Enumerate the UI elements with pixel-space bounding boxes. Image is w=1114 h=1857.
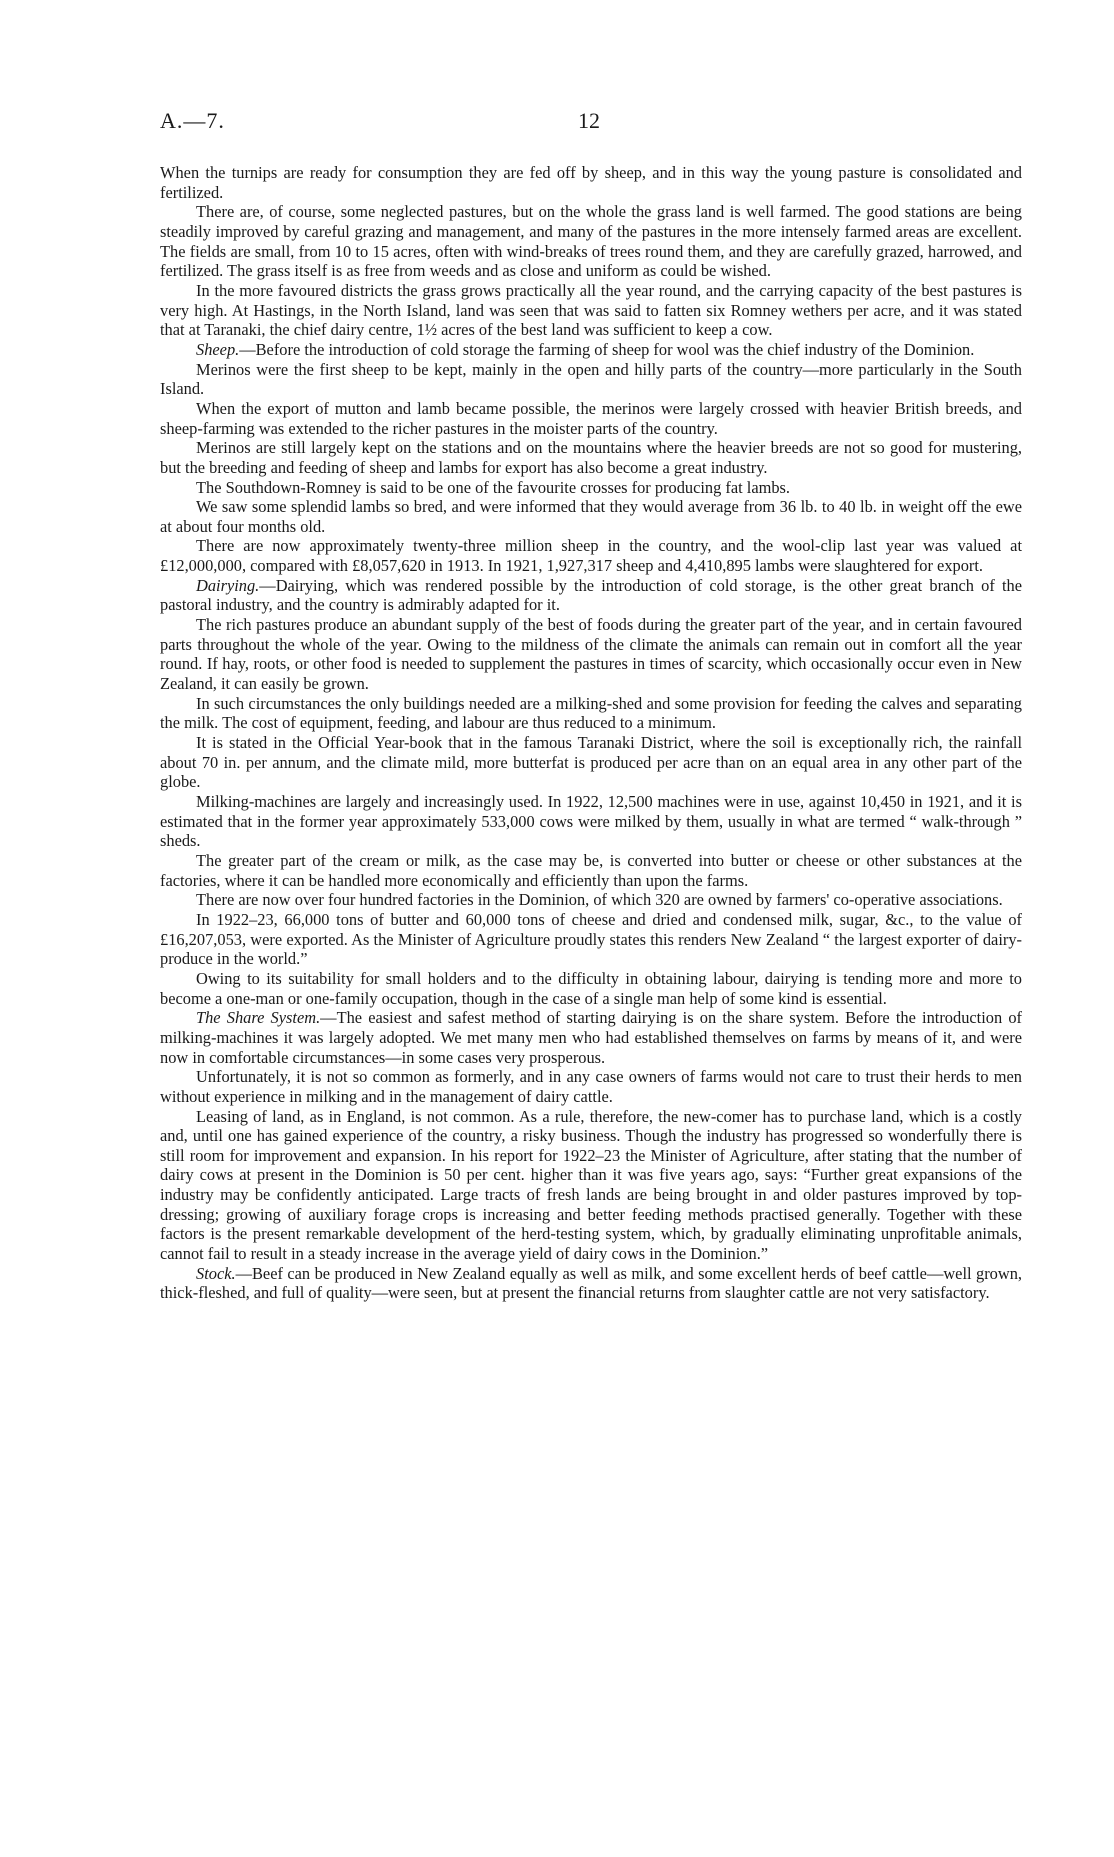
paragraph-text: —Before the introduction of cold storage the farming of sheep for wool was the chief industry of the Dominion. <box>239 339 975 359</box>
paragraph <box>160 360 1022 399</box>
section-lead: Dairying. <box>196 575 260 595</box>
paragraph <box>160 478 1022 498</box>
paragraph-text: There are now over four hundred factories in the Dominion, of which 320 are owned by farmers' co-operative associations. <box>196 890 1003 910</box>
paragraph-text: Owing to its suitability for small holders and to the difficulty in obtaining labour, dairying is tending more and more to become a one-man or one-family occupation, though in the case of a single man help of some kind is essential. <box>160 968 1022 1008</box>
paragraph <box>160 969 1022 1008</box>
paragraph <box>160 615 1022 694</box>
paragraph <box>160 792 1022 851</box>
document-id: A.—7. <box>160 108 225 133</box>
paragraph <box>160 1107 1022 1264</box>
paragraph <box>160 1008 1022 1067</box>
paragraph-text: Leasing of land, as in England, is not common. As a rule, therefore, the new-comer has to purchase land, which is a costly and, until one has gained experience of the country, a risky business. Though the industry has progressed so wonderfully there is still room for improvement and expansion. In his report for 1922–23 the Minister of Agriculture, after stating that the number of dairy cows at present in the Dominion is 50 per cent. higher than it was five years ago, says: “Further great expansions of the industry may be confidently anticipated. Large tracts of fresh lands are being brought in and older pastures improved by top-dressing; growing of auxiliary forage crops is increasing and better feeding methods practised generally. Together with these factors is the present remarkable development of the herd-testing system, which, by gradually eliminating unprofitable animals, cannot fail to result in a steady increase in the average yield of dairy cows in the Dominion.” <box>160 1106 1022 1264</box>
paragraph-text: In the more favoured districts the grass grows practically all the year round, and the carrying capacity of the best pastures is very high. At Hastings, in the North Island, land was seen that was said to fatten six Romney wethers per acre, and it was stated that at Taranaki, the chief dairy centre, 1½ acres of the best land was sufficient to keep a cow. <box>160 280 1022 340</box>
paragraph-text: Merinos were the first sheep to be kept, mainly in the open and hilly parts of the country—more particularly in the South Island. <box>160 359 1022 399</box>
paragraph-text: In such circumstances the only buildings needed are a milking-shed and some provision for feeding the calves and separating the milk. The cost of equipment, feeding, and labour are thus reduced to a minimum. <box>160 693 1022 733</box>
section-lead: The Share System. <box>196 1008 321 1028</box>
paragraph <box>160 438 1022 477</box>
paragraph <box>160 399 1022 438</box>
paragraph-text: —The easiest and safest method of starting dairying is on the share system. Before the introduction of milking-machines it was largely adopted. We met many men who had established themselves on farms by means of it, and were now in comfortable circumstances—in some cases very prosperous. <box>160 1008 1022 1067</box>
paragraph-text: We saw some splendid lambs so bred, and were informed that they would average from 36 lb. to 40 lb. in weight off the ewe at about four months old. <box>160 497 1022 536</box>
section-lead: Sheep. <box>196 339 240 359</box>
paragraph <box>160 281 1022 340</box>
paragraph <box>160 851 1022 890</box>
page-number: 12 <box>578 108 600 133</box>
paragraph-text: —Dairying, which was rendered possible by the introduction of cold storage, is the other great branch of the pastoral industry, and the country is admirably adapted for it. <box>160 575 1022 615</box>
paragraph <box>160 1264 1022 1303</box>
paragraph <box>160 910 1022 969</box>
paragraph <box>160 202 1022 281</box>
paragraph <box>160 890 1022 910</box>
paragraph-text: —Beef can be produced in New Zealand equally as well as milk, and some excellent herds of beef cattle—well grown, thick-fleshed, and full of quality—were seen, but at present the financial returns from slaughter cattle are not very satisfactory. <box>160 1263 1022 1303</box>
paragraph <box>160 536 1022 575</box>
paragraph-text: There are, of course, some neglected pastures, but on the whole the grass land is well farmed. The good stations are being steadily improved by careful grazing and management, and many of the pastures in the more intensely farmed areas are excellent. The fields are small, from 10 to 15 acres, often with wind-breaks of trees round them, and they are carefully grazed, harrowed, and fertilized. The grass itself is as free from weeds and as close and uniform as could be wished. <box>160 202 1022 281</box>
paragraph <box>160 163 1022 202</box>
page-header <box>160 108 1020 148</box>
paragraph <box>160 1067 1022 1106</box>
paragraph-text: The Southdown-Romney is said to be one of the favourite crosses for producing fat lambs. <box>196 477 791 497</box>
paragraph-text: It is stated in the Official Year-book that in the famous Taranaki District, where the soil is exceptionally rich, the rainfall about 70 in. per annum, and the climate mild, more butterfat is produced per acre than on an equal area in any other part of the globe. <box>160 733 1022 792</box>
paragraph-text: There are now approximately twenty-three million sheep in the country, and the wool-clip last year was valued at £12,000,000, compared with £8,057,620 in 1913. In 1921, 1,927,317 sheep and 4,410,895 lambs were slaughtered for export. <box>160 536 1022 576</box>
paragraph-text: The rich pastures produce an abundant supply of the best of foods during the greater part of the year, and in certain favoured parts throughout the whole of the year. Owing to the mildness of the climate the animals can remain out in comfort all the year round. If hay, roots, or other food is needed to supplement the pastures in times of scarcity, which occasionally occur even in New Zealand, it can easily be grown. <box>160 615 1022 694</box>
paragraph-text: The greater part of the cream or milk, as the case may be, is converted into butter or cheese or other substances at the factories, where it can be handled more economically and efficiently than upon the farms. <box>160 850 1022 890</box>
paragraph-text: In 1922–23, 66,000 tons of butter and 60,000 tons of cheese and dried and condensed milk, sugar, &c., to the value of £16,207,053, were exported. As the Minister of Agriculture proudly states this renders New Zealand “ the largest exporter of dairy-produce in the world.” <box>160 909 1022 969</box>
paragraph <box>160 340 1022 360</box>
paragraph <box>160 694 1022 733</box>
paragraph-text: Unfortunately, it is not so common as formerly, and in any case owners of farms would not care to trust their herds to men without experience in milking and in the management of dairy cattle. <box>160 1067 1022 1106</box>
paragraph <box>160 576 1022 615</box>
paragraph <box>160 497 1022 536</box>
paragraph-text: Merinos are still largely kept on the stations and on the mountains where the heavier breeds are not so good for mustering, but the breeding and feeding of sheep and lambs for export has also become a great industry. <box>160 438 1022 477</box>
paragraph <box>160 733 1022 792</box>
paragraph-text: When the export of mutton and lamb became possible, the merinos were largely crossed with heavier British breeds, and sheep-farming was extended to the richer pastures in the moister parts of the country. <box>160 398 1022 438</box>
paragraph-text: When the turnips are ready for consumption they are fed off by sheep, and in this way the young pasture is consolidated and fertilized. <box>160 163 1022 202</box>
section-lead: Stock. <box>196 1263 236 1283</box>
paragraph-text: Milking-machines are largely and increasingly used. In 1922, 12,500 machines were in use, against 10,450 in 1921, and it is estimated that in the former year approximately 533,000 cows were milked by them, usually in what are termed “ walk-through ” sheds. <box>160 792 1022 851</box>
body-text <box>160 163 1022 1303</box>
